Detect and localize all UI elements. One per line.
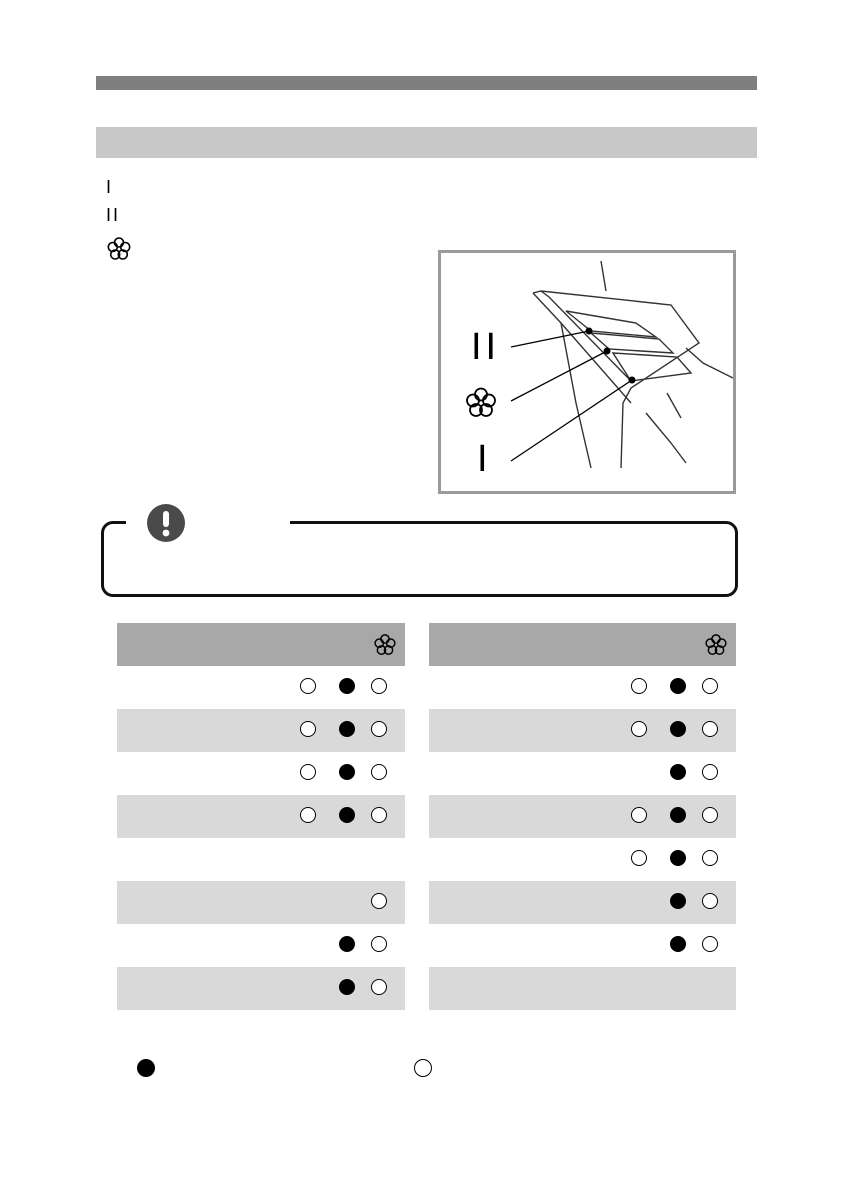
flower-softener-icon	[704, 633, 728, 657]
filled-mark	[339, 979, 355, 995]
compartment-table-left	[117, 623, 405, 1010]
top-rule	[96, 76, 757, 90]
table-row	[429, 967, 736, 1010]
empty-mark	[371, 764, 387, 780]
diagram-label-compartment-two: II	[471, 326, 501, 368]
table-row	[429, 666, 736, 709]
section-header-bar	[96, 127, 757, 158]
detergent-drawer-diagram	[438, 250, 736, 494]
empty-mark	[702, 721, 718, 737]
filled-mark	[670, 678, 686, 694]
filled-mark	[339, 936, 355, 952]
empty-mark	[371, 936, 387, 952]
key-empty-mark	[414, 1059, 432, 1077]
table-row	[117, 881, 405, 924]
empty-mark	[702, 936, 718, 952]
empty-mark	[300, 807, 316, 823]
table-row	[429, 752, 736, 795]
legend-compartment-one	[106, 177, 113, 197]
empty-mark	[371, 721, 387, 737]
filled-mark	[670, 721, 686, 737]
filled-mark	[670, 936, 686, 952]
empty-mark	[300, 764, 316, 780]
empty-mark	[631, 807, 647, 823]
table-row	[429, 838, 736, 881]
filled-mark	[339, 721, 355, 737]
empty-mark	[300, 678, 316, 694]
filled-mark	[670, 893, 686, 909]
filled-mark	[339, 678, 355, 694]
empty-mark	[371, 893, 387, 909]
empty-mark	[371, 807, 387, 823]
filled-mark	[670, 850, 686, 866]
empty-mark	[631, 850, 647, 866]
filled-mark	[670, 764, 686, 780]
empty-mark	[702, 764, 718, 780]
filled-mark	[339, 807, 355, 823]
compartment-one-symbol: I	[106, 177, 114, 197]
empty-mark	[702, 893, 718, 909]
table-row	[117, 666, 405, 709]
empty-mark	[631, 721, 647, 737]
empty-mark	[702, 807, 718, 823]
filled-mark	[670, 807, 686, 823]
table-row	[429, 709, 736, 752]
legend-compartment-two	[106, 205, 120, 225]
empty-mark	[631, 678, 647, 694]
table-row	[117, 924, 405, 967]
compartment-table-right	[429, 623, 736, 1010]
diagram-label-compartment-one: I	[477, 438, 488, 480]
table-header	[117, 623, 405, 666]
notice-box	[101, 521, 738, 597]
table-row	[117, 752, 405, 795]
filled-mark	[339, 764, 355, 780]
table-row	[429, 924, 736, 967]
table-header	[429, 623, 736, 666]
table-row	[117, 838, 405, 881]
empty-mark	[702, 850, 718, 866]
exclamation-icon	[146, 503, 186, 543]
flower-softener-icon	[106, 236, 132, 262]
empty-mark	[371, 979, 387, 995]
empty-mark	[371, 678, 387, 694]
table-row	[429, 881, 736, 924]
table-row	[117, 709, 405, 752]
table-row	[117, 795, 405, 838]
empty-mark	[300, 721, 316, 737]
table-row	[429, 795, 736, 838]
flower-softener-icon	[373, 633, 397, 657]
compartment-two-symbol: II	[106, 205, 121, 225]
table-row	[117, 967, 405, 1010]
key-filled-mark	[137, 1059, 155, 1077]
empty-mark	[702, 678, 718, 694]
